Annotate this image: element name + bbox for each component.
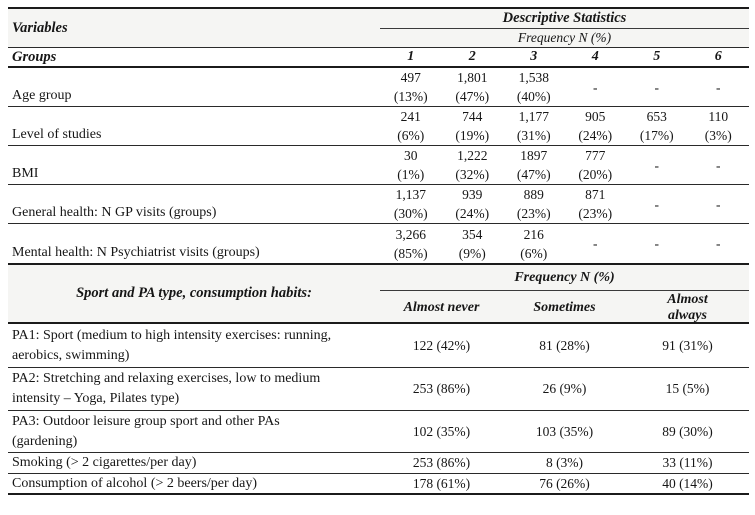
value-cell: 15 (5%) <box>665 381 710 396</box>
value-cell: 110 (3%) <box>704 109 732 143</box>
value-cell: 354 (9%) <box>458 226 486 261</box>
row-values <box>380 224 749 263</box>
value-cell: 26 (9%) <box>542 381 587 396</box>
table-header-section1 <box>8 9 749 48</box>
value-cell: 1,177 (31%) <box>516 109 551 143</box>
value-cell: 253 (86%) <box>412 381 471 396</box>
value-cell: 744 (19%) <box>455 109 490 143</box>
group-col-2: 2 <box>468 49 476 64</box>
value-cell: 871 (23%) <box>578 187 613 221</box>
row-values <box>380 324 749 367</box>
empty-cell: - <box>716 236 721 251</box>
value-cell: 653 (17%) <box>639 109 674 143</box>
row-label: Age group <box>12 88 72 103</box>
table-header-section2 <box>8 265 749 324</box>
row-label: Consumption of alcohol (> 2 beers/per day) <box>12 475 258 491</box>
empty-cell: - <box>654 196 659 212</box>
value-cell: 939 (24%) <box>455 187 490 221</box>
value-cell: 1,538 (40%) <box>516 70 551 104</box>
value-cell: 1,222 (32%) <box>455 148 490 182</box>
row-label: Smoking (> 2 cigarettes/per day) <box>12 455 197 470</box>
value-cell: 76 (26%) <box>539 475 590 491</box>
value-cell: 241 (6%) <box>397 109 425 143</box>
row-values <box>380 68 749 106</box>
frequency-subheader: Frequency N (%) <box>517 30 612 45</box>
value-cell: 777 (20%) <box>578 148 613 182</box>
table-row-pa1 <box>8 324 749 368</box>
row-values <box>380 453 749 473</box>
habit-columns <box>380 291 749 324</box>
row-values <box>380 474 749 493</box>
descriptive-statistics-title: Descriptive Statistics <box>380 9 749 29</box>
value-cell: 253 (86%) <box>412 455 471 470</box>
groups-header-row <box>8 48 749 68</box>
empty-cell: - <box>654 79 659 95</box>
value-cell: 3,266 (85%) <box>393 226 428 261</box>
empty-cell: - <box>716 157 721 173</box>
value-cell: 89 (30%) <box>662 423 713 439</box>
empty-cell: - <box>593 79 598 95</box>
value-cell: 497 (13%) <box>393 70 428 104</box>
table-row-bmi <box>8 146 749 185</box>
value-cell: 1,801 (47%) <box>455 70 490 104</box>
value-cell: 178 (61%) <box>412 475 471 491</box>
table-row-pa2 <box>8 368 749 411</box>
empty-cell: - <box>716 196 721 212</box>
table-row-general-health <box>8 185 749 224</box>
row-label: PA1: Sport (medium to high intensity exercises: running, aerobics, swimming) <box>12 327 332 363</box>
row-label: PA2: Stretching and relaxing exercises, low to medium intensity – Yoga, Pilates type) <box>12 371 321 406</box>
empty-cell: - <box>654 236 659 251</box>
value-cell: 102 (35%) <box>412 423 471 439</box>
col-sometimes: Sometimes <box>533 299 596 315</box>
group-col-5: 5 <box>653 49 661 64</box>
header-right-area <box>380 9 749 47</box>
section2-title: Sport and PA type, consumption habits: <box>76 285 312 301</box>
value-cell: 122 (42%) <box>412 337 471 353</box>
row-label: BMI <box>12 166 39 181</box>
frequency-subheader-2: Frequency N (%) <box>380 265 749 291</box>
value-cell: 889 (23%) <box>516 187 551 221</box>
row-values <box>380 107 749 145</box>
empty-cell: - <box>593 236 598 251</box>
value-cell: 1897 (47%) <box>516 148 551 182</box>
value-cell: 1,137 (30%) <box>393 187 428 221</box>
row-label: Mental health: N Psychiatrist visits (groups) <box>12 245 260 260</box>
section2-header-right <box>380 265 749 322</box>
value-cell: 216 (6%) <box>520 226 548 261</box>
descriptive-statistics-table <box>8 7 749 495</box>
table-row-smoking <box>8 453 749 474</box>
row-values <box>380 411 749 452</box>
group-col-1: 1 <box>407 49 415 64</box>
row-values <box>380 146 749 184</box>
row-values <box>380 368 749 410</box>
table-row-mental-health <box>8 224 749 265</box>
table-row-level-of-studies <box>8 107 749 146</box>
value-cell: 8 (3%) <box>545 455 584 470</box>
value-cell: 81 (28%) <box>539 337 590 353</box>
value-cell: 40 (14%) <box>662 475 713 491</box>
groups-label: Groups <box>12 48 57 65</box>
row-label: Level of studies <box>12 127 102 142</box>
table-row-age-group <box>8 68 749 107</box>
row-label: General health: N GP visits (groups) <box>12 205 217 220</box>
group-col-4: 4 <box>591 49 599 64</box>
value-cell: 33 (11%) <box>662 455 713 470</box>
value-cell: 91 (31%) <box>662 337 713 353</box>
table-row-alcohol <box>8 474 749 493</box>
empty-cell: - <box>654 157 659 173</box>
value-cell: 905 (24%) <box>578 109 613 143</box>
row-values <box>380 185 749 223</box>
value-cell: 30 (1%) <box>397 148 425 182</box>
value-cell: 103 (35%) <box>535 423 594 439</box>
table-row-pa3 <box>8 411 749 453</box>
variables-header-cell: Variables <box>12 19 68 36</box>
col-almost-never: Almost never <box>403 299 480 315</box>
group-number-columns <box>380 48 749 66</box>
group-col-3: 3 <box>530 49 538 64</box>
row-label: PA3: Outdoor leisure group sport and other PAs (gardening) <box>12 413 280 449</box>
col-almost-always: Almost always <box>667 291 708 323</box>
empty-cell: - <box>716 79 721 95</box>
group-col-6: 6 <box>714 49 722 64</box>
